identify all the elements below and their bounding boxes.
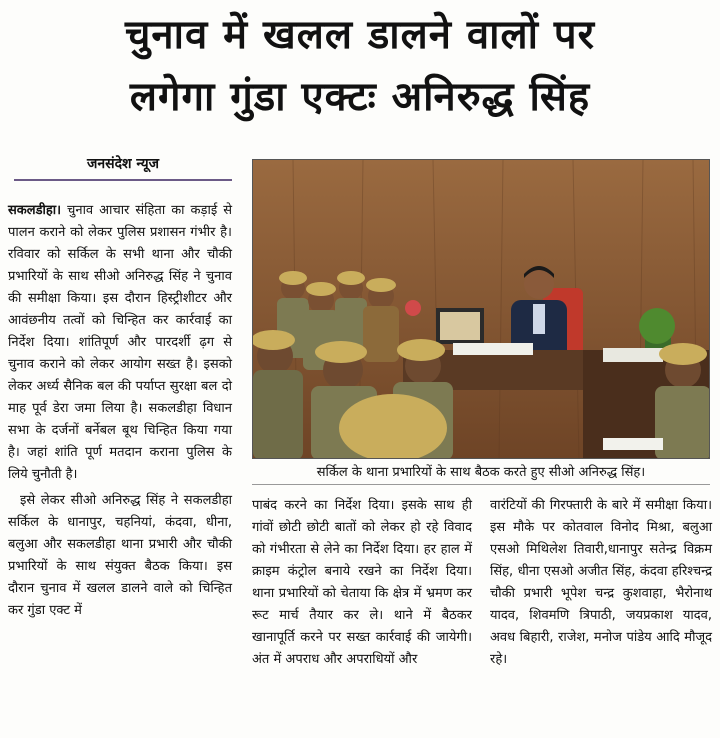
article-column-3: वारंटियों की गिरफ्तारी के बारे में समीक्षा किया। इस मौके पर कोतवाल विनोद मिश्रा, बलुआ एसओ मिथिलेश तिवारी,धानापुर सतेन्द्र विक्रम सिंह, धीना एसओ अजीत सिंह, कंदवा हरिश्चन्द्र चौकी प्रभारी भूपेश चन्द्र कुशवाहा, भैरोनाथ यादव, शिवमणि त्रिपाठी, जयप्रकाश यादव, अवध बिहारी, राजेश, मनोज पांडेय आदि मौजूद रहे।	[490, 498, 712, 667]
article-column-1	[8, 200, 232, 622]
byline: जनसंदेश न्यूज	[14, 154, 232, 181]
seated-policemen-front	[253, 330, 453, 459]
potted-plant-leaves	[639, 308, 675, 344]
meeting-photo-illustration	[253, 160, 710, 459]
headline	[0, 8, 720, 124]
photo-caption: सर्किल के थाना प्रभारियों के साथ बैठक करते हुए सीओ अनिरुद्ध सिंह।	[252, 462, 710, 485]
certificate-frame	[436, 308, 484, 344]
headline-line-1: चुनाव में खलल डालने वालों पर	[125, 12, 595, 58]
side-papers	[603, 348, 663, 362]
dateline: सकलडीहा।	[8, 203, 62, 218]
paragraph-2: इसे लेकर सीओ अनिरुद्ध सिंह ने सकलडीहा सर्किल के धानापुर, चहनियां, कंदवा, धीना, बलुआ और सकलडीहा थाना प्रभारी और चौकी प्रभारियों के साथ संयुक्त बैठक किया। इस दौरान चुनाव में खलल डालने वाले को चिन्हित कर गुंडा एक्ट में	[8, 493, 232, 618]
headline-line-2: लगेगा गुंडा एक्टः अनिरुद्ध सिंह	[129, 74, 591, 120]
article-column-2: पाबंद करने का निर्देश दिया। इसके साथ ही गांवों छोटी छोटी बातों को लेकर हो रहे विवाद को गंभीरता से लेने का निर्देश दिया। हर हाल में क्राइम कंट्रोल बनाये रखने का निर्देश दिया। थाना प्रभारियों को चेताया कि क्षेत्र में भ्रमण कर रूट मार्च तैयार कर ले। थाने में बैठकर खानापूर्ति करने पर सख्त कार्रवाई की जायेगी। अंत में अपराध और अपराधियों और	[252, 498, 472, 667]
meeting-photo	[252, 159, 710, 459]
desk-papers	[453, 343, 533, 355]
paragraph-1	[8, 200, 232, 486]
paragraph-1-text: चुनाव आचार संहिता का कड़ाई से पालन कराने को लेकर पुलिस प्रशासन गंभीर है। रविवार को सर्किल के सभी थाना और चौकी प्रभारियों के साथ सीओ अनिरुद्ध सिंह ने चुनाव की समीक्षा किया। इस दौरान हिस्ट्रीशीटर और आवंछनीय तत्वों को चिन्हित कर कार्रवाई का निर्देश दिया। शांतिपूर्ण और पारदर्शी ढ़ग से चुनाव कराने को लेकर आयोग सख्त है। इसको लेकर अर्ध्य सैनिक बल की पर्याप्त सुरक्षा बल दो माह पूर्व डेरा जमा लिया है। सकलडीहा विधान सभा के दर्जनों बर्नेबल बूथ चिन्हित किया गया है। जहां शांति पूर्ण मतदान कराना पुलिस के लिये चुनौती है।	[8, 203, 232, 482]
